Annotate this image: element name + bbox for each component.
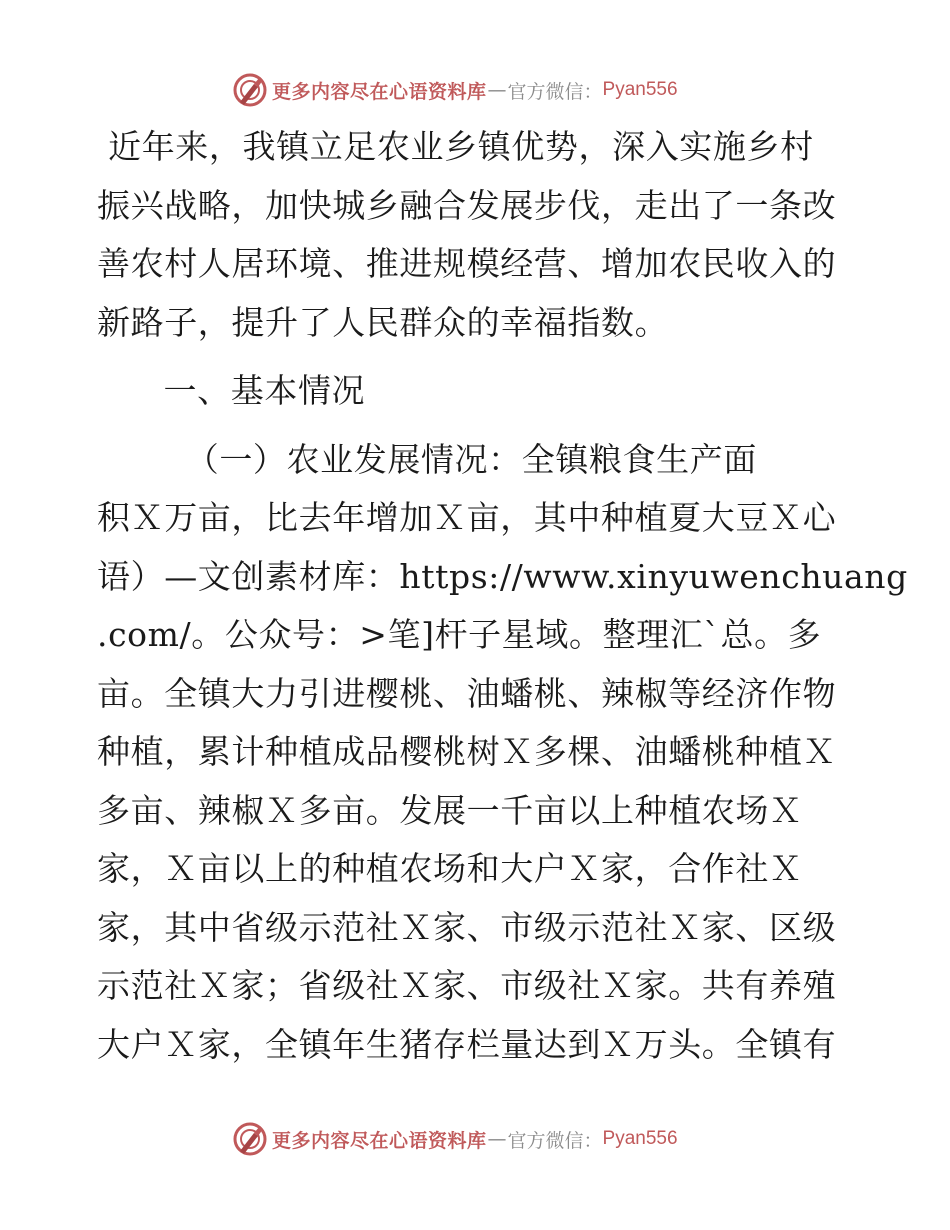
text-line: 家，其中省级示范社Ｘ家、市级示范社Ｘ家、区级 [97,907,837,947]
banner-account-id: Pyan556 [602,1128,678,1149]
text-line: 多亩、辣椒Ｘ多亩。发展一千亩以上种植农场Ｘ [97,790,803,830]
text-line: 家，Ｘ亩以上的种植农场和大户Ｘ家，合作社Ｘ [97,849,803,888]
banner-account-id: Pyan556 [602,79,678,100]
banner-title: 更多内容尽在心语资料库 [272,80,487,103]
text-line: 振兴战略，加快城乡融合发展步伐，走出了一条改 [97,185,837,225]
section-heading [97,362,857,421]
footer-watermark-banner [232,1119,678,1159]
document-body [97,118,908,1074]
text-line: （一）农业发展情况：全镇粮食生产面 [97,439,757,479]
text-line: 语）—文创素材库：https://www.xinyuwenchuang [97,556,908,596]
banner-dash: — [487,79,507,101]
text-line: 新路子，提升了人民群众的幸福指数。 [97,302,669,342]
pen-logo-icon [232,72,268,108]
text-line: 示范社Ｘ家；省级社Ｘ家、市级社Ｘ家。共有养殖 [97,966,837,1005]
text-line: .com/。公众号：>笔]杆子星域。整理汇`总。多 [97,615,822,654]
agriculture-paragraph [97,431,908,1075]
intro-paragraph [97,118,857,352]
text-line: 种植，累计种植成品樱桃树Ｘ多棵、油蟠桃种植Ｘ [97,732,837,771]
text-line: 大户Ｘ家，全镇年生猪存栏量达到Ｘ万头。全镇有 [97,1024,837,1064]
text-line: 近年来，我镇立足农业乡镇优势，深入实施乡村 [97,127,814,166]
text-line: 积Ｘ万亩，比去年增加Ｘ亩，其中种植夏大豆Ｘ心 [97,498,837,537]
heading-line: 一、基本情况 [97,371,366,410]
text-line: 亩。全镇大力引进樱桃、油蟠桃、辣椒等经济作物 [97,673,837,713]
banner-account-label: 官方微信： [507,1129,603,1152]
banner-dash: — [487,1128,507,1150]
banner-account-label: 官方微信： [507,80,603,103]
text-line: 善农村人居环境、推进规模经营、增加农民收入的 [97,244,837,283]
pen-logo-icon [232,1121,268,1157]
banner-title: 更多内容尽在心语资料库 [272,1129,487,1152]
header-watermark-banner [232,70,678,110]
